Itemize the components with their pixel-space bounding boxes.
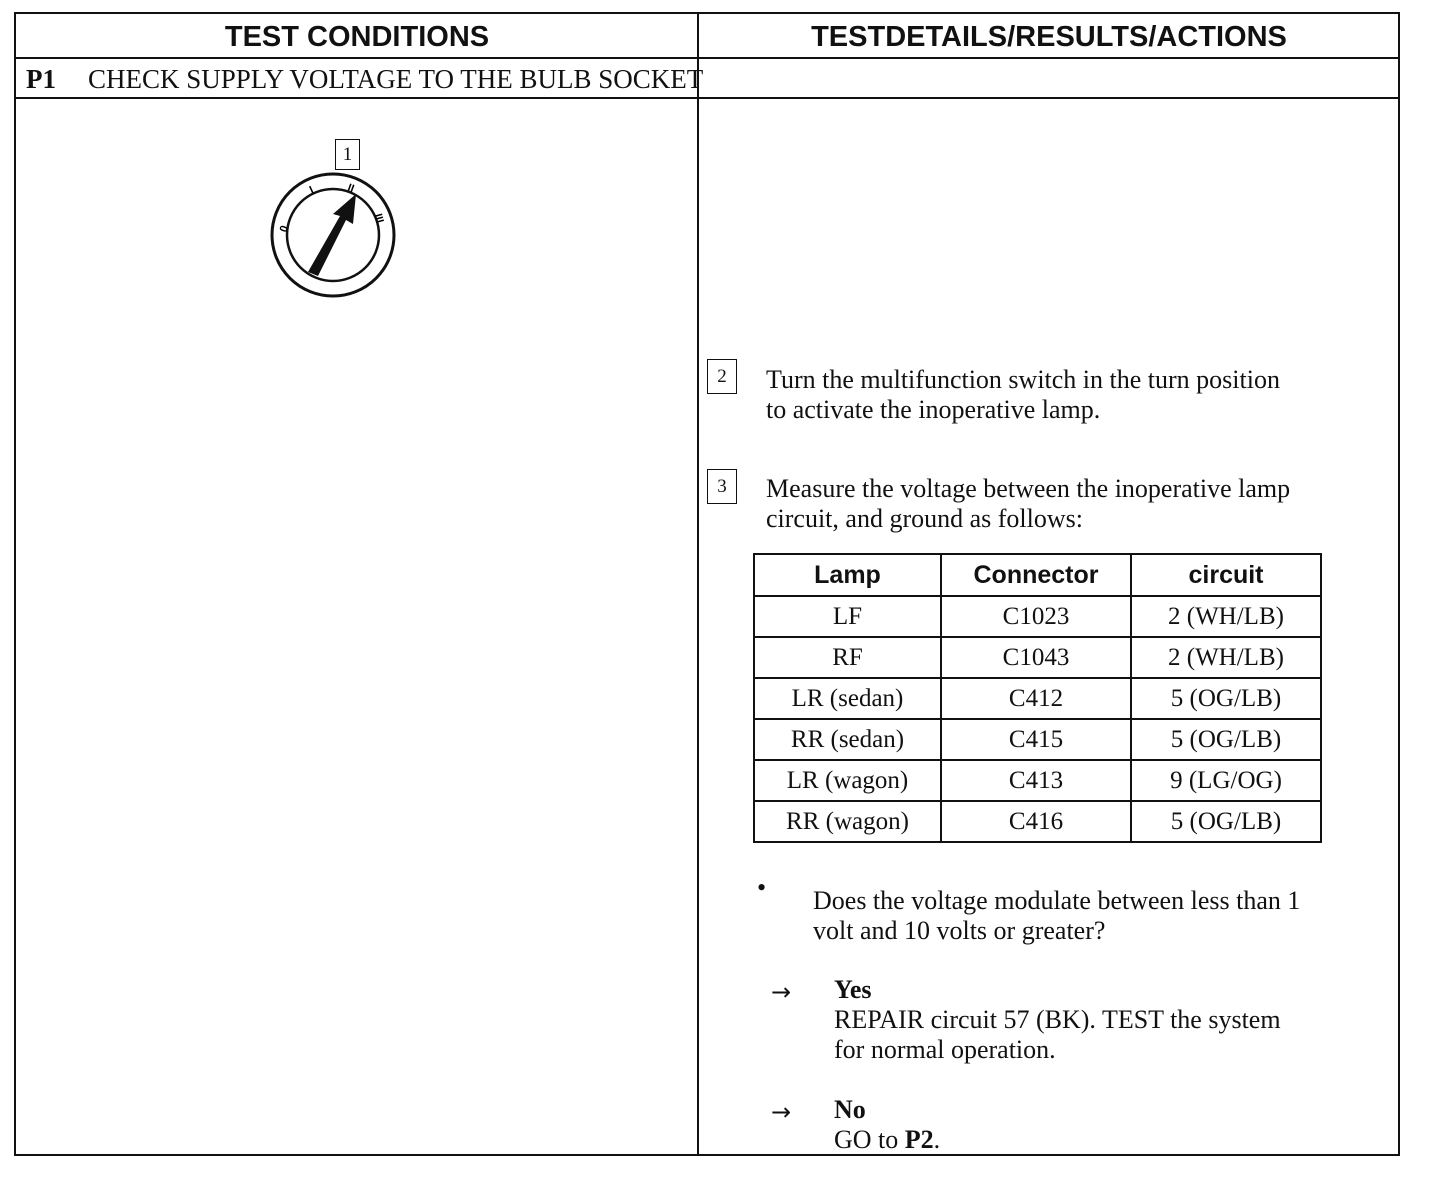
table-cell-circuit: 9 (LG/OG)	[1131, 760, 1321, 801]
table-cell-circuit: 5 (OG/LB)	[1131, 678, 1321, 719]
no-action	[834, 1125, 940, 1155]
figure-step-number: 1	[335, 139, 360, 170]
table-cell-connector: C1023	[941, 596, 1131, 637]
no-action-prefix: GO to	[834, 1125, 905, 1154]
table-row	[754, 719, 1321, 760]
table-header-row	[754, 554, 1321, 596]
table-cell-connector: C1043	[941, 637, 1131, 678]
table-header-connector: Connector	[941, 554, 1131, 596]
table-cell-circuit: 5 (OG/LB)	[1131, 719, 1321, 760]
instruction-2-text	[766, 365, 1280, 425]
table-cell-circuit: 2 (WH/LB)	[1131, 637, 1321, 678]
table-header-lamp: Lamp	[754, 554, 941, 596]
header-test-conditions: TEST CONDITIONS	[224, 21, 490, 53]
question-line-2: volt and 10 volts or greater?	[813, 916, 1106, 945]
instruction-3-line-2: circuit, and ground as follows:	[766, 504, 1083, 533]
step-title: CHECK SUPPLY VOLTAGE TO THE BULB SOCKET	[88, 64, 704, 94]
column-divider	[697, 14, 699, 1156]
instruction-2-line-2: to activate the inoperative lamp.	[766, 395, 1101, 424]
table-row	[754, 760, 1321, 801]
table-cell-lamp: LF	[754, 596, 941, 637]
table-cell-circuit: 5 (OG/LB)	[1131, 801, 1321, 842]
yes-action-line-1: REPAIR circuit 57 (BK). TEST the system	[834, 1005, 1281, 1034]
connector-table	[753, 553, 1322, 843]
instruction-step-number-2: 2	[707, 359, 737, 394]
instruction-step-number-3: 3	[707, 469, 737, 504]
table-row	[754, 637, 1321, 678]
yes-answer	[834, 975, 1281, 1065]
question-text	[813, 886, 1300, 946]
step-id: P1	[26, 64, 56, 94]
step-title-row	[26, 59, 703, 97]
dial-label-0: 0	[277, 224, 292, 234]
dial-label-3: III	[371, 212, 386, 225]
table-row	[754, 801, 1321, 842]
instruction-3-text	[766, 474, 1290, 534]
table-row	[754, 596, 1321, 637]
table-cell-lamp: RR (sedan)	[754, 719, 941, 760]
no-label: No	[834, 1095, 866, 1124]
no-arrow-icon: →	[771, 1098, 792, 1126]
no-action-suffix: .	[933, 1125, 941, 1154]
yes-arrow-icon: →	[771, 978, 792, 1006]
table-cell-lamp: LR (sedan)	[754, 678, 941, 719]
ignition-switch-icon	[268, 170, 398, 300]
table-cell-connector: C416	[941, 801, 1131, 842]
yes-action-line-2: for normal operation.	[834, 1035, 1056, 1064]
question-bullet: •	[757, 873, 767, 902]
instruction-3-line-1: Measure the voltage between the inoperative lamp	[766, 474, 1291, 503]
table-cell-circuit: 2 (WH/LB)	[1131, 596, 1321, 637]
key-pointer-arrow	[308, 194, 356, 276]
table-cell-lamp: RR (wagon)	[754, 801, 941, 842]
dial-label-2: II	[345, 181, 356, 196]
step-title-divider	[16, 97, 1400, 99]
table-cell-lamp: RF	[754, 637, 941, 678]
question-line-1: Does the voltage modulate between less than 1	[813, 886, 1301, 915]
instruction-2-line-1: Turn the multifunction switch in the turn position	[766, 365, 1280, 394]
dial-label-1: I	[307, 184, 316, 197]
table-cell-connector: C415	[941, 719, 1131, 760]
table-cell-connector: C412	[941, 678, 1131, 719]
yes-label: Yes	[834, 975, 872, 1004]
table-cell-connector: C413	[941, 760, 1131, 801]
no-answer	[834, 1095, 940, 1155]
table-row	[754, 678, 1321, 719]
header-test-details: TESTDETAILS/RESULTS/ACTIONS	[811, 21, 1287, 53]
table-cell-lamp: LR (wagon)	[754, 760, 941, 801]
no-action-target: P2	[904, 1125, 934, 1154]
table-header-circuit: circuit	[1131, 554, 1321, 596]
